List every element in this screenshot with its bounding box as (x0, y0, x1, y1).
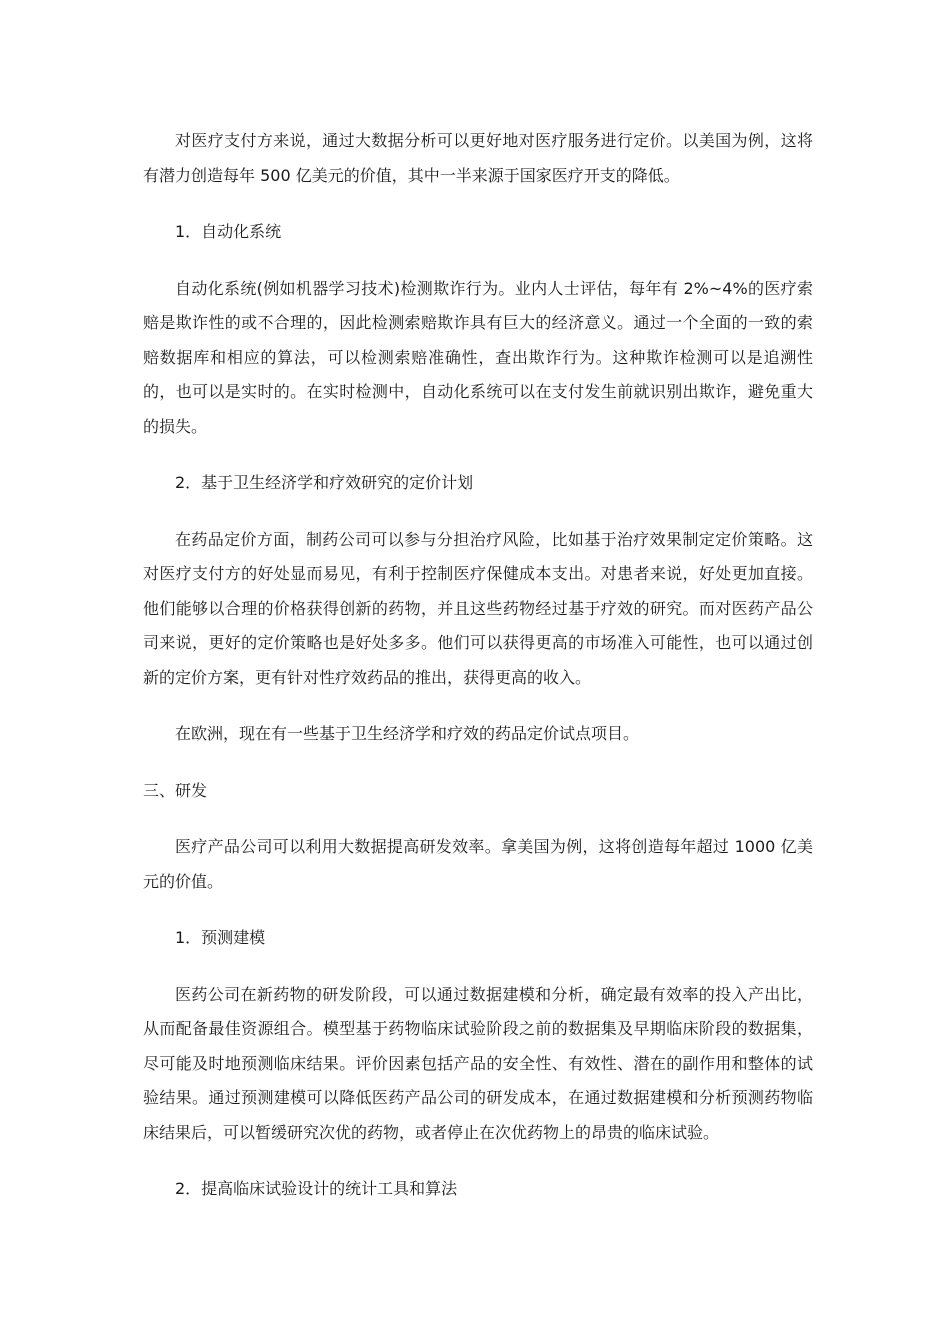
paragraph-fraud-detection: 自动化系统(例如机器学习技术)检测欺诈行为。业内人士评估，每年有 2%~4%的医疗索赔是欺诈性的或不合理的，因此检测索赔欺诈具有巨大的经济意义。通过一个全面的一致的索赔数据库和相应的算法，可以检测索赔准确性，查出欺诈行为。这种欺诈检测可以是追溯性的，也可以是实时的。在实时检测中，自动化系统可以在支付发生前就识别出欺诈，避免重大的损失。 (143, 278, 813, 436)
paragraph-payer-pricing: 对医疗支付方来说，通过大数据分析可以更好地对医疗服务进行定价。以美国为例，这将有潜力创造每年 500 亿美元的价值，其中一半来源于国家医疗开支的降低。 (143, 131, 813, 185)
subheading-clinical-trial-tools: 2．提高临床试验设计的统计工具和算法 (175, 1179, 458, 1198)
paragraph-rd-efficiency: 医疗产品公司可以利用大数据提高研发效率。拿美国为例，这将创造每年超过 1000 亿美元的价值。 (143, 837, 813, 891)
paragraph-predictive-modeling: 医药公司在新药物的研发阶段，可以通过数据建模和分析，确定最有效率的投入产出比，从而配备最佳资源组合。模型基于药物临床试验阶段之前的数据集及早期临床阶段的数据集，尽可能及时地预测临床结果。评价因素包括产品的安全性、有效性、潜在的副作用和整体的试验结果。通过预测建模可以降低医药产品公司的研发成本，在通过数据建模和分析预测药物临床结果后，可以暂缓研究次优的药物，或者停止在次优药物上的昂贵的临床试验。 (143, 984, 813, 1142)
heading-research-development: 三、研发 (143, 780, 208, 800)
subheading-health-economics-pricing: 2．基于卫生经济学和疗效研究的定价计划 (175, 473, 474, 492)
document-page (143, 124, 813, 1207)
paragraph-drug-pricing: 在药品定价方面，制药公司可以参与分担治疗风险，比如基于治疗效果制定定价策略。这对医疗支付方的好处显而易见，有利于控制医疗保健成本支出。对患者来说，好处更加直接。他们能够以合理的价格获得创新的药物，并且这些药物经过基于疗效的研究。而对医药产品公司来说，更好的定价策略也是好处多多。他们可以获得更高的市场准入可能性，也可以通过创新的定价方案，更有针对性疗效药品的推出，获得更高的收入。 (143, 529, 813, 687)
subheading-predictive-modeling: 1．预测建模 (175, 928, 266, 947)
subheading-automation-system: 1．自动化系统 (175, 222, 282, 241)
paragraph-europe-pilots: 在欧洲，现在有一些基于卫生经济学和疗效的药品定价试点项目。 (175, 724, 640, 743)
